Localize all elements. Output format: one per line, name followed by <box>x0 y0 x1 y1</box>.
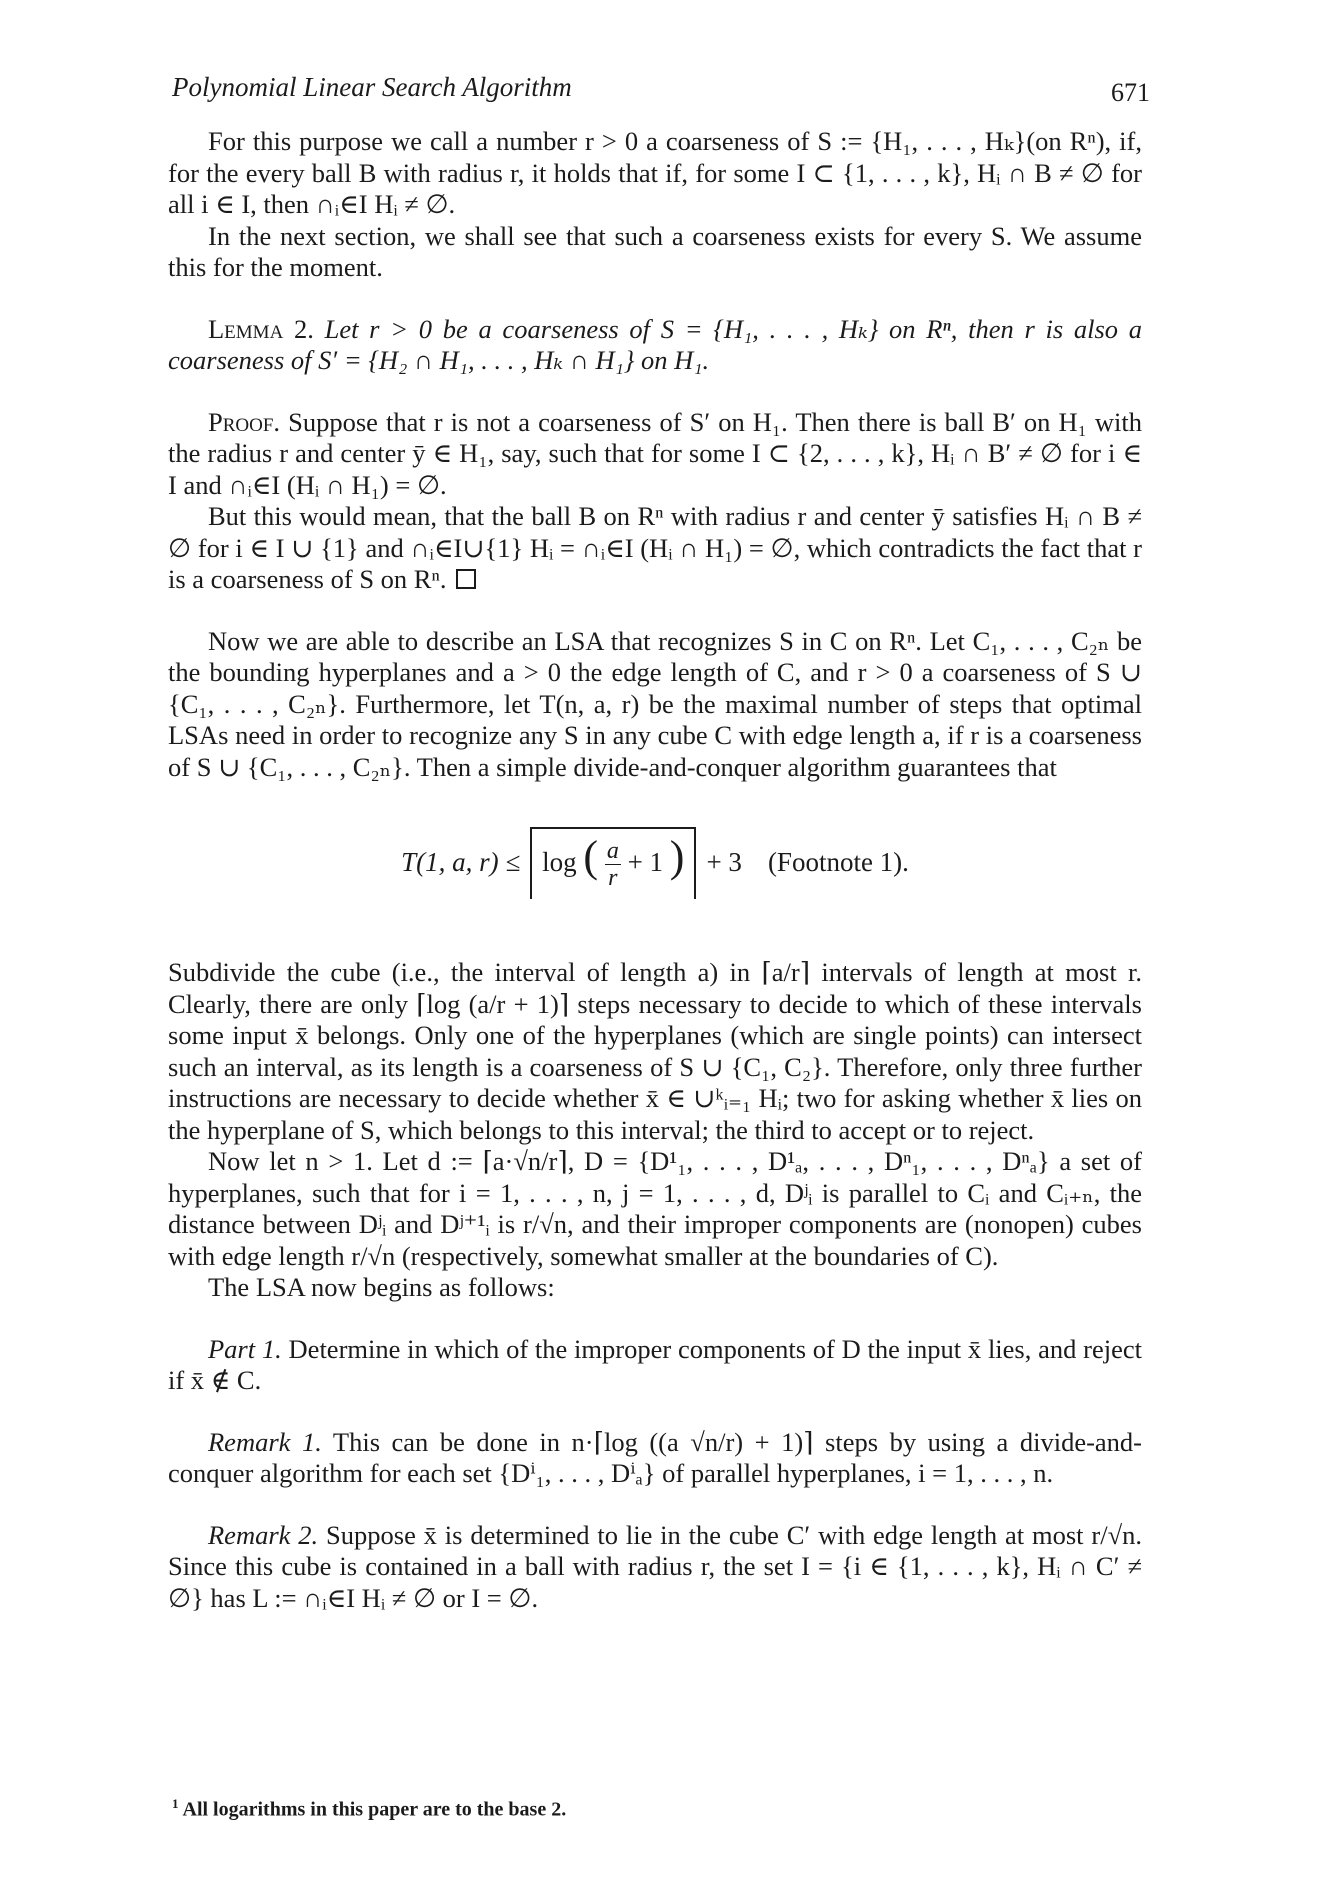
formula-fraction <box>605 838 621 891</box>
proof-continuation-text: But this would mean, that the ball B on Rⁿ with radius r and center ȳ satisfies Hᵢ ∩ B ≠ ∅ for i ∈ I ∪ {1} and ∩ᵢ∈I∪{1} Hᵢ = ∩ᵢ∈I (Hᵢ ∩ H₁) = ∅, which contradicts the fact that r is a coarseness of S on Rⁿ. <box>168 501 1142 594</box>
remark-1-label: Remark 1. <box>208 1426 322 1457</box>
paragraph-lsa-begins: The LSA now begins as follows: <box>208 1272 555 1302</box>
paragraph-lsa-description: Now we are able to describe an LSA that recognizes S in C on Rⁿ. Let C₁, . . . , C₂ₙ be the bounding hyperplanes and a > 0 the edge length of C, and r > 0 a coarseness of S ∪ {C₁, . . . , C₂ₙ}. Furthermore, let T(n, a, r) be the maximal number of steps that optimal LSAs need in order to recognize any S in any cube C with edge length a, if r is a coarseness of S ∪ {C₁, . . . , C₂ₙ}. Then a simple divide-and-conquer algorithm guarantees that <box>168 625 1142 782</box>
remark-2 <box>168 1520 1142 1615</box>
paragraph-coarseness-definition: For this purpose we call a number r > 0 a coarseness of S := {H₁, . . . , Hₖ}(on Rⁿ), if, for the every ball B with radius r, it holds that if, for some I ⊂ {1, . . . , k}, Hᵢ ∩ B ≠ ∅ for all i ∈ I, then ∩ᵢ∈I Hᵢ ≠ ∅. <box>168 126 1142 219</box>
display-formula <box>168 827 1142 917</box>
part-1 <box>168 1334 1142 1397</box>
remark-2-text: Suppose x̄ is determined to lie in the cube C′ with edge length at most r/√n. Since this cube is contained in a ball with radius r, the set I = {i ∈ {1, . . . , k}, Hᵢ ∩ C′ ≠ ∅} has L := ∩ᵢ∈I Hᵢ ≠ ∅ or I = ∅. <box>168 1519 1142 1613</box>
remark-2-label: Remark 2. <box>208 1519 319 1550</box>
fraction-denominator: r <box>608 865 618 892</box>
formula-lhs: T(1, a, r) ≤ <box>401 847 521 878</box>
part-1-text: Determine in which of the improper components of D the input x̄ lies, and reject if x̄ ∉ C. <box>168 1333 1142 1395</box>
lemma-2 <box>168 314 1142 377</box>
paragraph-existence-note: In the next section, we shall see that such a coarseness exists for every S. We assume this for the moment. <box>168 220 1142 282</box>
body-text <box>168 126 1142 1614</box>
paragraph-subdivide: Subdivide the cube (i.e., the interval of length a) in ⌈a/r⌉ intervals of length at most r. Clearly, there are only ⌈log (a/r + 1)⌉ steps necessary to decide to which of these intervals some input x̄ belongs. Only one of the hyperplanes (which are single points) can intersect such an interval, as its length is a coarseness of S ∪ {C₁, C₂}. Therefore, only three further instructions are necessary to decide whether x̄ ∈ ∪ᵏᵢ₌₁ Hᵢ; two for asking whether x̄ lies on the hyperplane of S, which belongs to this interval; the third to accept or to reject. <box>168 957 1142 1145</box>
part-1-label: Part 1. <box>208 1333 282 1364</box>
fraction-numerator: a <box>606 838 619 865</box>
proof-text: Suppose that r is not a coarseness of S′ on H₁. Then there is ball B′ on H₁ with the radius r and center ȳ ∈ H₁, say, such that for some I ⊂ {2, . . . , k}, Hᵢ ∩ B′ ≠ ∅ for i ∈ I and ∩ᵢ∈I (Hᵢ ∩ H₁) = ∅. <box>168 406 1143 500</box>
formula-rhs: + 3 <box>706 847 742 878</box>
footnote-text: All logarithms in this paper are to the base 2. <box>182 1798 567 1821</box>
page-header <box>172 72 1150 112</box>
proof-label: Proof. <box>208 406 281 437</box>
formula-note: (Footnote 1). <box>767 847 909 878</box>
formula-plus-one: + 1 <box>627 847 664 877</box>
lemma-statement: Let r > 0 be a coarseness of S = {H₁, . . . , Hₖ} on Rⁿ, then r is also a coarseness of S′ = {H₂ ∩ H₁, . . . , Hₖ ∩ H₁} on H₁. <box>168 313 1142 375</box>
lemma-label: Lemma 2. <box>208 313 314 344</box>
ceiling-bracket: log ( $\frac{a}{r}$ + 1 ) <box>530 827 696 899</box>
paragraph-higher-dimension: Now let n > 1. Let d := ⌈a·√n/r⌉, D = {D¹₁, . . . , D¹ₐ, . . . , Dⁿ₁, . . . , Dⁿₐ} a set of hyperplanes, such that for i = 1, . . . , n, j = 1, . . . , d, Dʲᵢ is parallel to Cᵢ and Cᵢ₊ₙ, the distance between Dʲᵢ and Dʲ⁺¹ᵢ is r/√n, and their improper components are (nonopen) cubes with edge length r/√n (respectively, somewhat smaller at the boundaries of C). <box>168 1146 1142 1271</box>
formula-log: log <box>542 847 577 877</box>
footnote-marker: 1 <box>172 1796 179 1811</box>
proof <box>168 407 1142 502</box>
running-title: Polynomial Linear Search Algorithm <box>172 72 572 102</box>
qed-box-icon <box>456 569 476 589</box>
footnote <box>172 1796 566 1822</box>
proof-continuation <box>168 501 1142 596</box>
remark-1-text: This can be done in n·⌈log ((a √n/r) + 1)⌉ steps by using a divide-and-conquer algorithm for each set {Dⁱ₁, . . . , Dⁱₐ} of parallel hyperplanes, i = 1, . . . , n. <box>168 1426 1142 1488</box>
remark-1 <box>168 1427 1142 1490</box>
page-number: 671 <box>1111 78 1150 107</box>
